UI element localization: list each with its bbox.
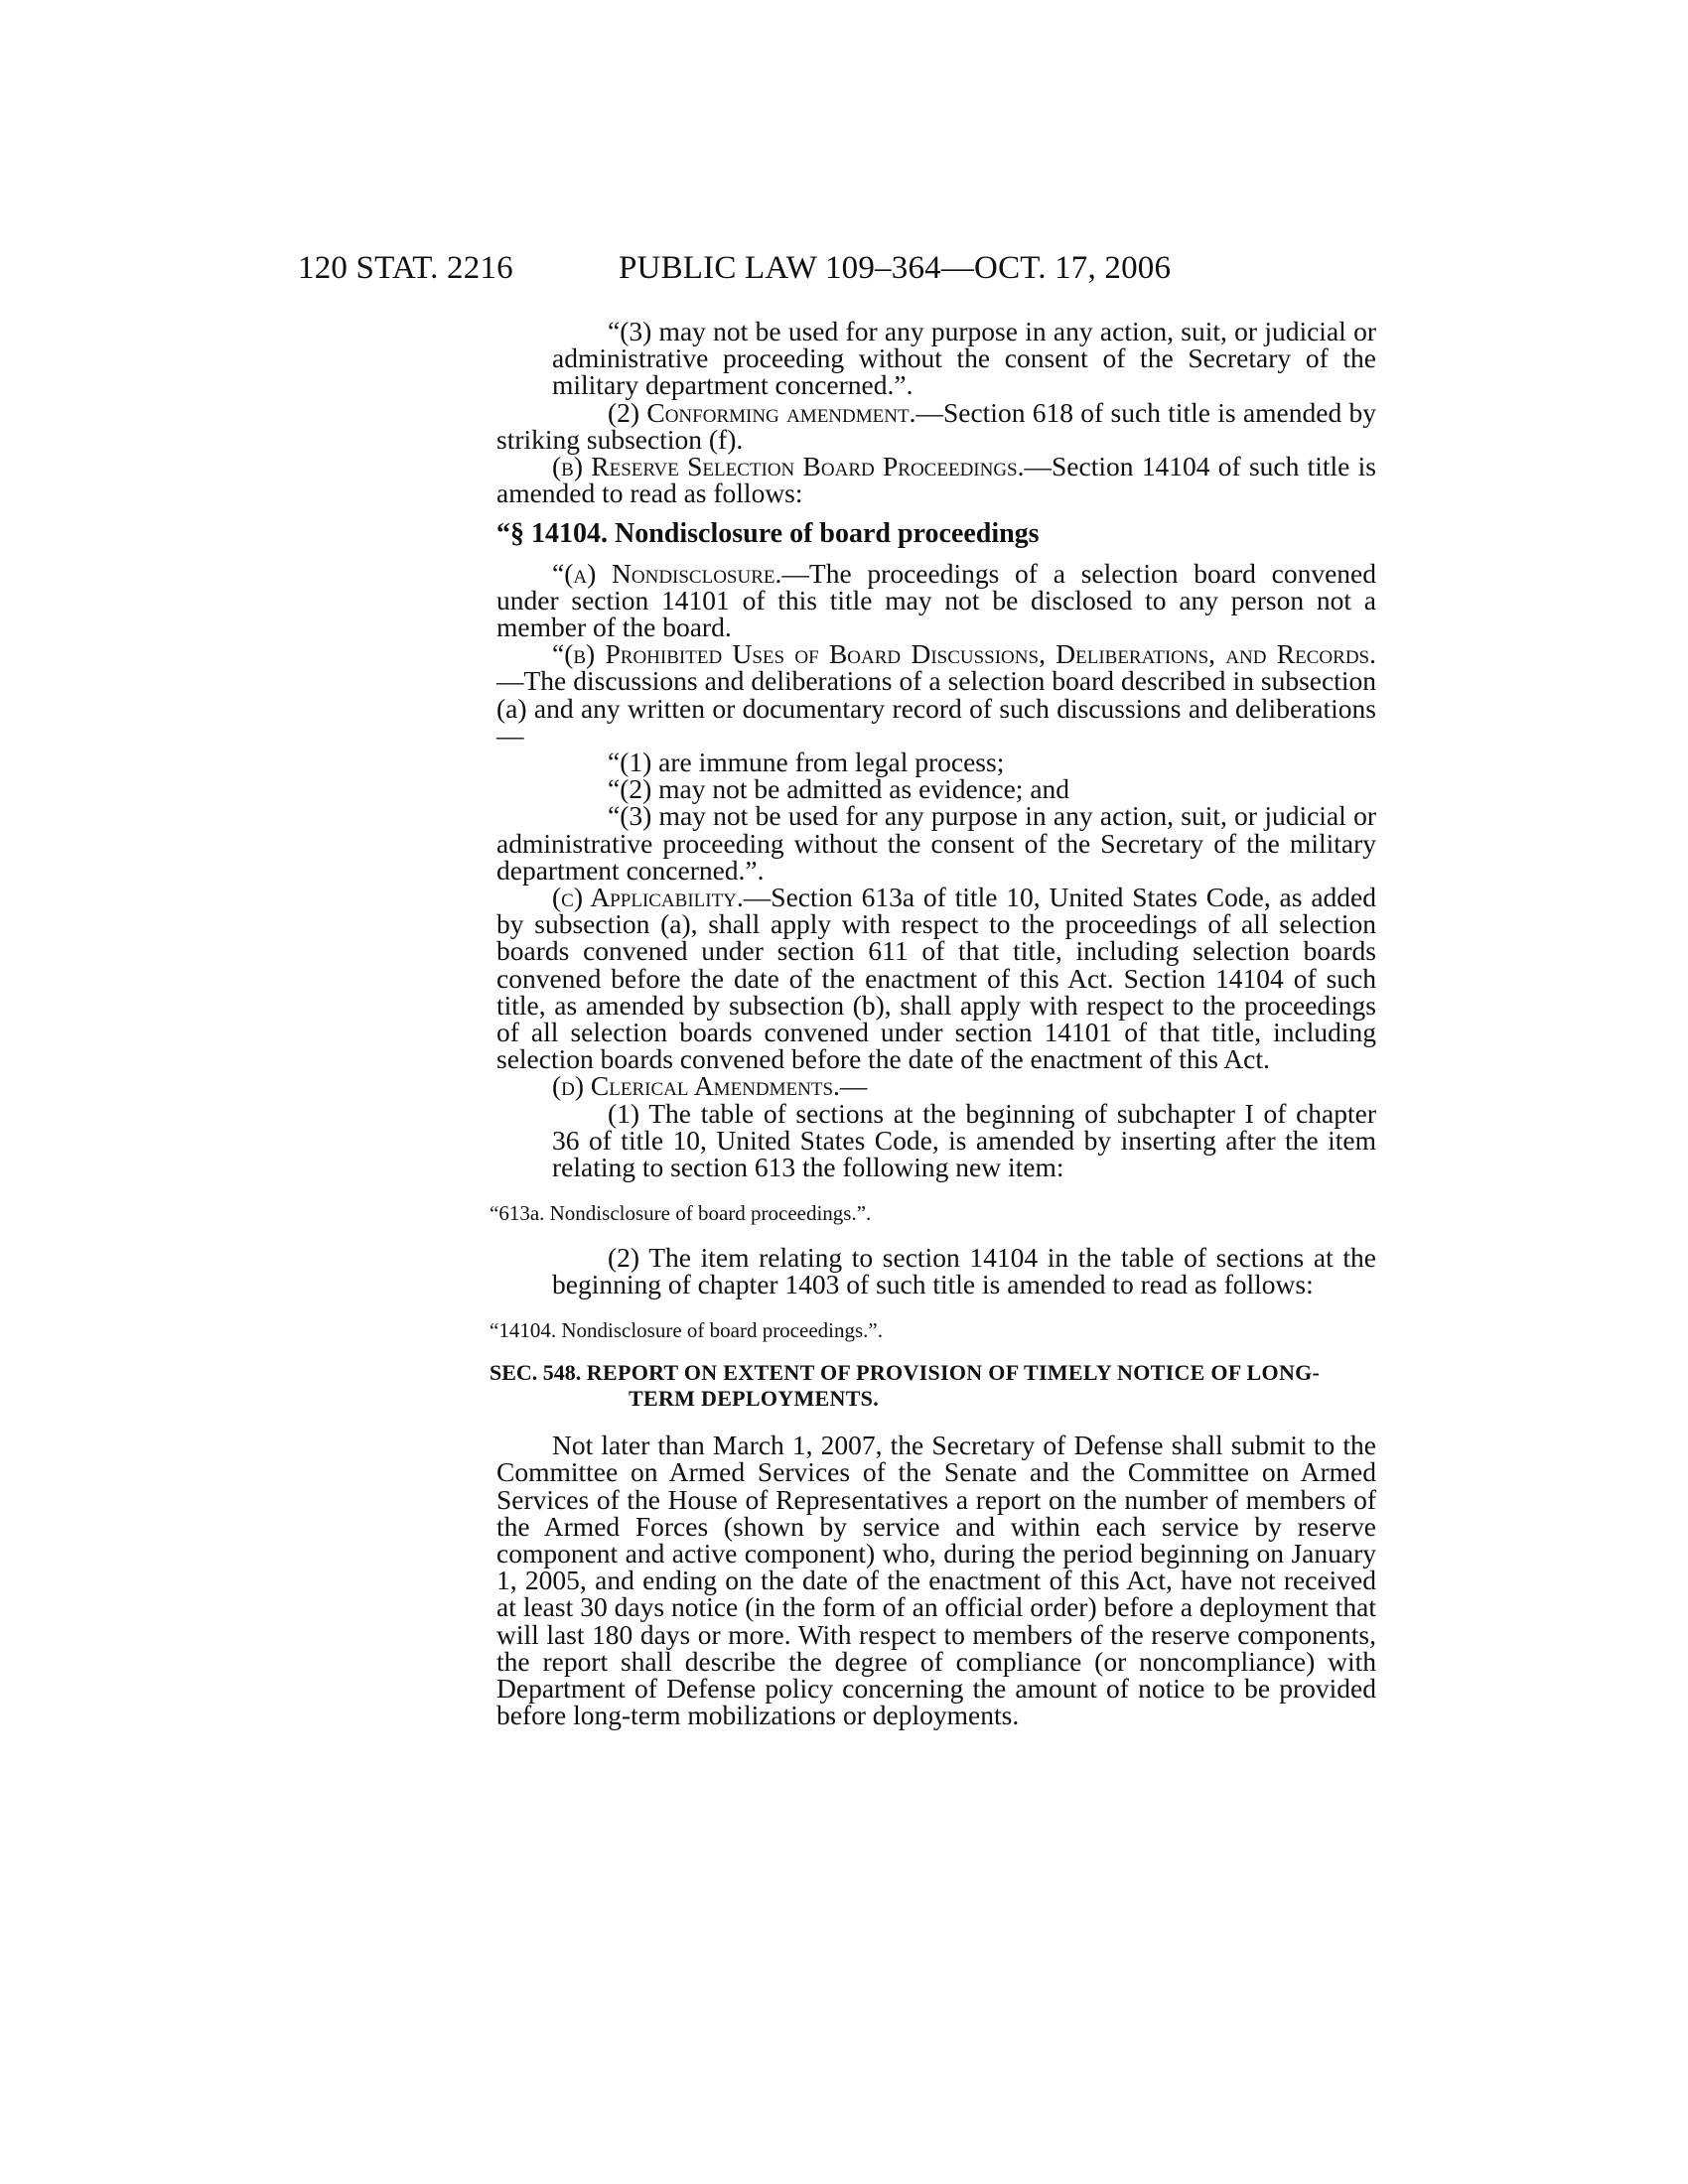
paragraph-text: —The proceedings of a selection board convened under section 14101 of this title may not be disclosed to any person not a member of the board. bbox=[496, 557, 1376, 643]
paragraph-text: —The discussions and deliberations of a selection board described in subsection (a) and any written or documentary record of such discussions and deliberations— bbox=[496, 665, 1376, 751]
running-header: PUBLIC LAW 109–364—OCT. 17, 2006 bbox=[619, 250, 1172, 286]
section-heading bbox=[490, 1360, 1376, 1412]
paragraph-reserve-selection bbox=[496, 451, 1376, 509]
list-item: “(2) may not be admitted as evidence; and bbox=[608, 773, 1070, 805]
paragraph-heading: (d) Clerical Amendments. bbox=[552, 1070, 840, 1102]
paragraph-heading: (2) Conforming amendment. bbox=[608, 396, 916, 428]
paragraph-text: — bbox=[839, 1070, 868, 1102]
page-reference: 120 STAT. 2216 bbox=[298, 250, 513, 286]
paragraph-table-amendment-2: (2) The item relating to section 14104 in the table of sections at the beginning of chapter 1403 of such title is amended to read as follows: bbox=[552, 1241, 1376, 1299]
paragraph-conforming-amendment bbox=[496, 396, 1376, 455]
section-title: “§ 14104. Nondisclosure of board proceedings bbox=[496, 518, 1040, 550]
paragraph-table-amendment-1: (1) The table of sections at the beginning of subchapter I of chapter 36 of title 10, United States Code, is amended by inserting after the item relating to section 613 the following new item: bbox=[552, 1097, 1376, 1183]
paragraph-heading: “(a) Nondisclosure. bbox=[552, 557, 782, 589]
paragraph-nondisclosure bbox=[496, 557, 1376, 643]
paragraph-applicability bbox=[496, 882, 1376, 1075]
paragraph-text: —Section 14104 of such title is amended to read as follows: bbox=[496, 451, 1376, 509]
list-item: “(1) are immune from legal process; bbox=[608, 747, 1005, 778]
paragraph-clerical-amendments bbox=[496, 1070, 1376, 1102]
table-of-sections-item: “14104. Nondisclosure of board proceedings.”. bbox=[490, 1317, 883, 1342]
list-item: “(3) may not be used for any purpose in any action, suit, or judicial or administrative proceeding without the consent of the Secretary of the military department concerned.”. bbox=[496, 800, 1376, 886]
paragraph-text: —Section 613a of title 10, United States Code, as added by subsection (a), shall apply with respect to the proceedings of all selection boards convened under section 611 of that title, including selection boards convened before the date of the enactment of this Act. Section 14104 of such title, as amended by subsection (b), shall apply with respect to the proceedings of all selection boards convened under section 14101 of that title, including selection boards convened before the date of the enactment of this Act. bbox=[496, 882, 1376, 1075]
paragraph-quoted-3: “(3) may not be used for any purpose in any action, suit, or judicial or administrative proceeding without the consent of the Secretary of the military department concerned.”. bbox=[552, 316, 1376, 401]
paragraph-report: Not later than March 1, 2007, the Secretary of Defense shall submit to the Committee on Armed Services of the Senate and the Committee on Armed Services of the House of Representatives a report on the number of members of the Armed Forces (shown by service and within each service by reserve component and active component) who, during the period beginning on January 1, 2005, and ending on the date of the enactment of this Act, have not received at least 30 days notice (in the form of an official order) before a deployment that will last 180 days or more. With respect to members of the reserve components, the report shall describe the degree of compliance (or noncompliance) with Department of Defense policy concerning the amount of notice to be provided before long-term mobilizations or deployments. bbox=[496, 1430, 1376, 1731]
section-number: SEC. 548. bbox=[490, 1360, 582, 1386]
paragraph-heading: (c) Applicability. bbox=[552, 882, 744, 913]
paragraph-text: —Section 618 of such title is amended by striking subsection (f). bbox=[496, 396, 1376, 455]
document-body bbox=[490, 316, 1376, 1731]
table-of-sections-item: “613a. Nondisclosure of board proceedings.”. bbox=[490, 1201, 872, 1226]
paragraph-heading: (b) Reserve Selection Board Proceedings. bbox=[552, 451, 1025, 482]
paragraph-prohibited-uses bbox=[496, 640, 1376, 749]
section-heading-title: REPORT ON EXTENT OF PROVISION OF TIMELY NOTICE OF LONG-TERM DEPLOYMENTS. bbox=[586, 1360, 1321, 1412]
paragraph-heading: “(b) Prohibited Uses of Board Discussions, Deliberations, and Records. bbox=[552, 638, 1376, 670]
